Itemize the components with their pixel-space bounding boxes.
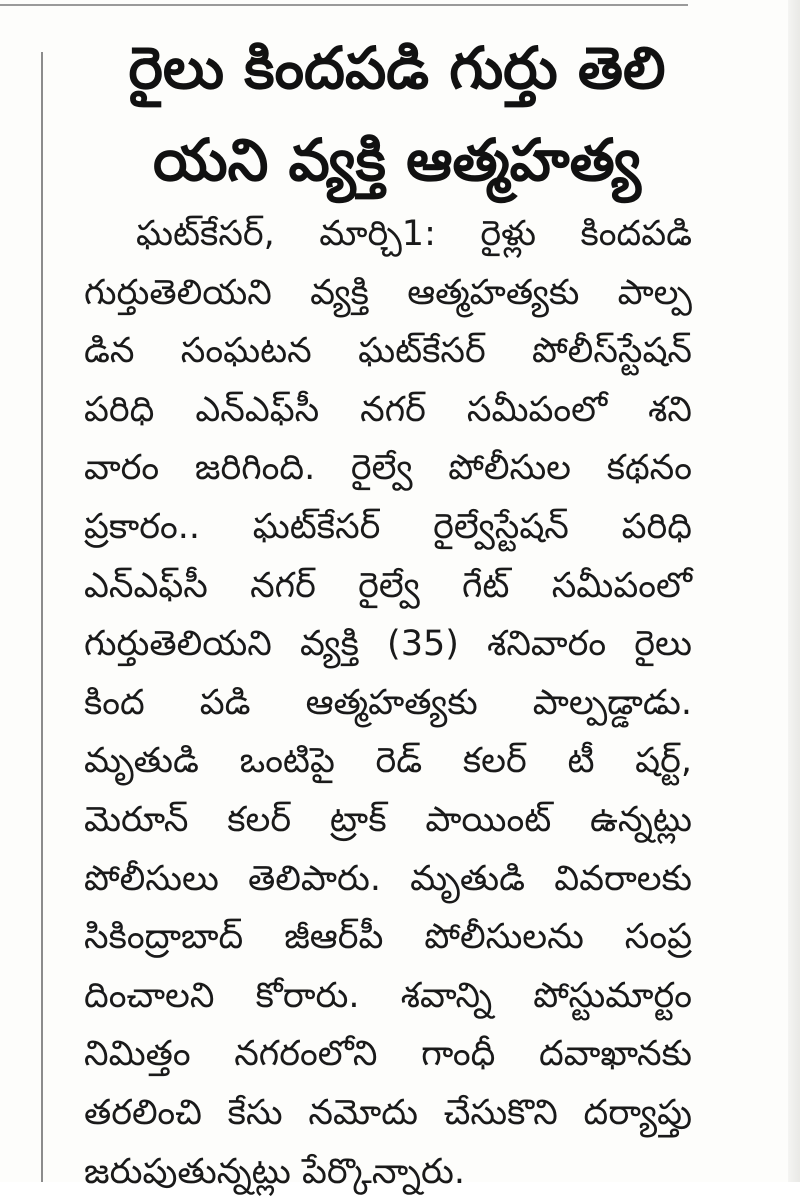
body-line: ఘట్‌కేసర్, మార్చి1: రైళ్లు కిందపడి [136, 214, 692, 254]
body-line: సికింద్రాబాద్ జీఆర్‌పీ పోలీసులను సంప్ర [84, 917, 692, 958]
page-edge [788, 0, 800, 1182]
body-line: పోలీసులు తెలిపారు. మృతుడి వివరాలకు [84, 858, 692, 899]
body-line: కింద పడి ఆత్మహత్యకు పాల్పడ్డాడు. [84, 682, 692, 723]
article-headline [92, 22, 702, 206]
body-line: గుర్తుతెలియని వ్యక్తి ఆత్మహత్యకు పాల్ప [84, 272, 692, 313]
headline-line-1: రైలు కిందపడి గుర్తు తెలి [128, 34, 666, 102]
body-line: మృతుడి ఒంటిపై రెడ్ కలర్ టీ షర్ట్, [84, 741, 692, 782]
body-line: వారం జరిగింది. రైల్వే పోలీసుల కథనం [84, 448, 692, 489]
body-line: నిమిత్తం నగరంలోని గాంధీ దవాఖానకు [84, 1034, 692, 1075]
body-line: మెరూన్ కలర్ ట్రాక్ పాయింట్ ఉన్నట్లు [84, 799, 692, 840]
article-body [84, 205, 692, 1192]
headline-line-2: యని వ్యక్తి ఆత్మహత్య [153, 126, 641, 194]
body-line: గుర్తుతెలియని వ్యక్తి (35) శనివారం రైలు [84, 624, 692, 665]
body-line: పరిధి ఎన్‌ఎఫ్‌సీ నగర్ సమీపంలో శని [84, 389, 692, 430]
body-line-cut-off: జరుపుతున్నట్లు పేర్కొన్నారు. [84, 1151, 466, 1192]
column-divider [41, 52, 43, 1182]
body-line: ప్రకారం.. ఘట్‌కేసర్ రైల్వేస్టేషన్ పరిధి [84, 506, 692, 547]
body-line: తరలించి కేసు నమోదు చేసుకొని దర్యాప్తు [84, 1092, 692, 1133]
body-line: డిన సంఘటన ఘట్‌కేసర్ పోలీస్‌స్టేషన్ [84, 331, 692, 372]
body-line: ఎన్‌ఎఫ్‌సీ నగర్ రైల్వే గేట్ సమీపంలో [84, 565, 692, 606]
top-divider [0, 4, 688, 6]
body-line: దించాలని కోరారు. శవాన్ని పోస్టుమార్టం [84, 975, 692, 1016]
